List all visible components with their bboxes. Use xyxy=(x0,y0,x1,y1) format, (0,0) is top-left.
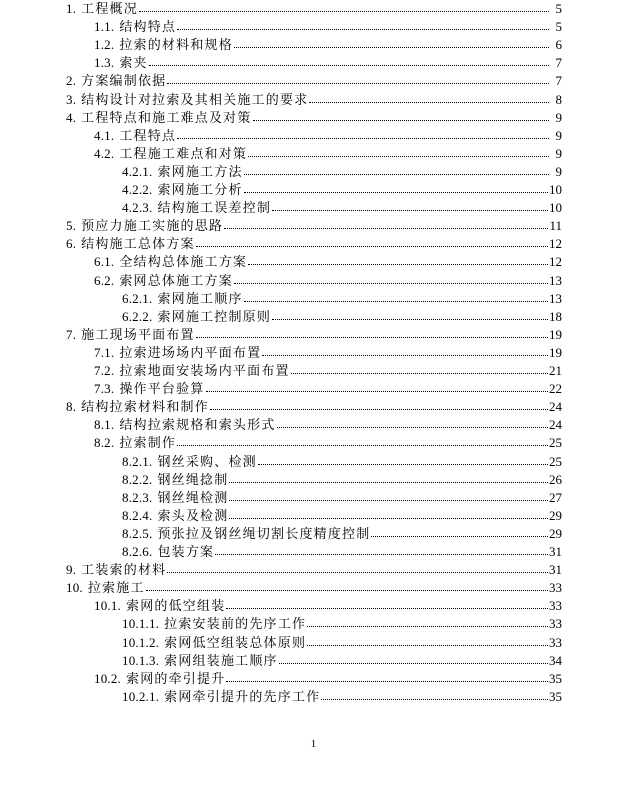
toc-leader-dots xyxy=(177,138,549,139)
toc-entry-page: 33 xyxy=(549,616,562,632)
toc-entry-page: 35 xyxy=(549,670,562,686)
toc-leader-dots xyxy=(167,572,548,573)
toc-entry-number: 7. xyxy=(66,326,77,342)
toc-entry[interactable] xyxy=(94,145,562,163)
toc-entry-number: 1.2. xyxy=(94,37,115,53)
toc-leader-dots xyxy=(371,536,548,537)
toc-entry-number: 2. xyxy=(66,73,77,89)
toc-entry[interactable] xyxy=(122,290,562,308)
toc-entry-number: 1.1. xyxy=(94,19,115,35)
toc-leader-dots xyxy=(234,47,549,48)
toc-entry[interactable] xyxy=(94,597,562,615)
toc-entry-title: 方案编制依据 xyxy=(81,73,167,89)
toc-entry-page: 31 xyxy=(549,544,562,559)
toc-entry-page: 29 xyxy=(549,507,562,523)
toc-entry[interactable] xyxy=(94,380,562,398)
toc-leader-dots xyxy=(210,409,548,410)
toc-leader-dots xyxy=(167,83,549,84)
toc-entry-page: 12 xyxy=(549,236,562,252)
toc-leader-dots xyxy=(307,645,548,646)
toc-entry-number: 8.1. xyxy=(94,417,115,433)
toc-entry[interactable] xyxy=(94,416,562,434)
toc-entry[interactable] xyxy=(66,109,562,127)
toc-entry-number: 6.2.1. xyxy=(122,290,153,306)
toc-entry-title: 索网低空组装总体原则 xyxy=(164,634,307,650)
toc-leader-dots xyxy=(229,500,548,501)
toc-entry-number: 8.2.3. xyxy=(122,489,153,505)
toc-leader-dots xyxy=(307,626,548,627)
toc-entry-number: 10.1. xyxy=(94,598,121,614)
toc-entry-title: 拉索施工 xyxy=(87,580,145,596)
toc-leader-dots xyxy=(291,373,548,374)
toc-entry-page: 5 xyxy=(555,19,562,35)
toc-entry-number: 7.3. xyxy=(94,381,115,397)
toc-entry-page: 7 xyxy=(555,73,562,89)
toc-entry[interactable] xyxy=(94,18,562,36)
toc-entry-page: 19 xyxy=(549,326,562,342)
toc-entry[interactable] xyxy=(122,615,562,633)
toc-entry-number: 9. xyxy=(66,562,77,578)
toc-entry[interactable] xyxy=(94,127,562,145)
toc-entry-number: 4.2.1. xyxy=(122,163,153,179)
toc-entry-page: 24 xyxy=(549,417,562,433)
toc-leader-dots xyxy=(272,210,548,211)
toc-entry-page: 33 xyxy=(549,580,562,596)
toc-entry-title: 拉索的材料和规格 xyxy=(119,37,233,53)
toc-entry-number: 6.2.2. xyxy=(122,308,153,324)
toc-entry-page: 6 xyxy=(555,37,562,53)
toc-entry-page: 9 xyxy=(555,109,562,125)
toc-entry-title: 拉索安装前的先序工作 xyxy=(164,616,307,632)
toc-leader-dots xyxy=(196,337,548,338)
toc-entry-page: 22 xyxy=(549,381,562,397)
toc-entry-title: 工程施工难点和对策 xyxy=(119,145,248,161)
toc-entry-page: 24 xyxy=(549,399,562,415)
toc-leader-dots xyxy=(321,699,548,700)
toc-entry[interactable] xyxy=(122,489,562,507)
toc-entry[interactable] xyxy=(122,688,562,706)
toc-entry-number: 10.1.2. xyxy=(122,634,160,650)
toc-entry-page: 29 xyxy=(549,525,562,541)
toc-entry[interactable] xyxy=(122,199,562,217)
toc-entry[interactable] xyxy=(94,36,562,54)
toc-entry-number: 8.2.1. xyxy=(122,453,153,469)
toc-entry-number: 3. xyxy=(66,91,77,107)
toc-entry-number: 8.2.2. xyxy=(122,471,153,487)
toc-entry-page: 9 xyxy=(555,145,562,161)
toc-leader-dots xyxy=(229,518,548,519)
toc-entry-title: 结构施工误差控制 xyxy=(157,200,272,216)
toc-leader-dots xyxy=(262,355,548,356)
toc-entry-number: 4. xyxy=(66,109,77,125)
toc-entry-page: 33 xyxy=(549,634,562,650)
toc-leader-dots xyxy=(196,246,548,247)
toc-entry-page: 13 xyxy=(549,272,562,288)
toc-entry-title: 索网的低空组装 xyxy=(126,598,226,614)
toc-leader-dots xyxy=(244,301,548,302)
page-number: 1 xyxy=(310,738,317,750)
toc-leader-dots xyxy=(229,482,548,483)
toc-entry-page: 8 xyxy=(555,91,562,107)
toc-entry-title: 索网组装施工顺序 xyxy=(164,652,278,668)
toc-entry-title: 施工现场平面布置 xyxy=(81,326,195,342)
toc-entry[interactable] xyxy=(66,561,562,579)
toc-entry-title: 索网施工分析 xyxy=(157,182,243,197)
toc-leader-dots xyxy=(177,445,548,446)
toc-entry-title: 结构施工总体方案 xyxy=(81,236,195,252)
toc-entry-title: 钢丝绳捻制 xyxy=(157,471,229,487)
toc-entry-page: 7 xyxy=(555,55,562,71)
toc-entry-title: 结构设计对拉索及其相关施工的要求 xyxy=(81,91,309,107)
toc-entry[interactable] xyxy=(94,253,562,271)
toc-entry-title: 包装方案 xyxy=(157,544,215,559)
toc-entry-page: 9 xyxy=(555,127,562,143)
toc-entry-number: 10.2. xyxy=(94,670,121,686)
toc-entry-number: 1. xyxy=(66,1,77,16)
toc-entry-number: 7.1. xyxy=(94,344,115,360)
toc-entry-title: 预张拉及钢丝绳切割长度精度控制 xyxy=(157,525,371,541)
toc-entry-number: 4.2. xyxy=(94,145,115,161)
toc-entry[interactable] xyxy=(122,471,562,489)
toc-entry-title: 预应力施工实施的思路 xyxy=(81,218,224,234)
toc-entry-title: 结构拉索材料和制作 xyxy=(81,399,209,415)
toc-entry-title: 全结构总体施工方案 xyxy=(119,254,248,270)
toc-entry[interactable] xyxy=(66,579,562,597)
toc-entry[interactable] xyxy=(122,507,562,525)
toc-entry-number: 10.1.3. xyxy=(122,652,160,668)
toc-entry-number: 10.1.1. xyxy=(122,616,160,632)
toc-leader-dots xyxy=(149,65,549,66)
toc-entry-title: 工程特点和施工难点及对策 xyxy=(81,109,252,125)
toc-leader-dots xyxy=(309,102,549,103)
toc-entry-page: 19 xyxy=(549,344,562,360)
toc-leader-dots xyxy=(146,590,548,591)
toc-entry[interactable] xyxy=(66,0,562,18)
toc-entry-page: 21 xyxy=(549,363,562,378)
toc-entry[interactable] xyxy=(66,326,562,344)
toc-entry[interactable] xyxy=(94,272,562,290)
toc-entry[interactable] xyxy=(66,217,562,235)
toc-entry[interactable] xyxy=(94,434,562,452)
toc-entry[interactable] xyxy=(122,525,562,543)
toc-leader-dots xyxy=(277,427,548,428)
toc-entry[interactable] xyxy=(122,181,562,199)
toc-leader-dots xyxy=(258,464,548,465)
toc-leader-dots xyxy=(272,319,548,320)
toc-entry-title: 索网施工控制原则 xyxy=(157,308,272,324)
toc-entry[interactable] xyxy=(94,344,562,362)
toc-entry-page: 31 xyxy=(549,562,562,578)
toc-entry-number: 6. xyxy=(66,236,77,252)
toc-entry-page: 10 xyxy=(549,200,562,216)
toc-entry-title: 工程特点 xyxy=(119,127,177,143)
toc-entry-title: 钢丝绳检测 xyxy=(157,489,229,505)
toc-entry-number: 8. xyxy=(66,399,77,415)
toc-entry-title: 工装索的材料 xyxy=(81,562,167,578)
toc-leader-dots xyxy=(244,192,548,193)
toc-entry-page: 26 xyxy=(549,471,562,487)
toc-entry-page: 18 xyxy=(549,308,562,324)
toc-leader-dots xyxy=(244,174,549,175)
toc-entry-title: 拉索制作 xyxy=(119,435,177,451)
toc-entry-title: 索网施工方法 xyxy=(157,163,243,179)
toc-leader-dots xyxy=(226,608,548,609)
toc-entry[interactable] xyxy=(94,670,562,688)
toc-entry-title: 索夹 xyxy=(119,55,148,71)
toc-entry-page: 25 xyxy=(549,453,562,469)
toc-entry-number: 4.1. xyxy=(94,127,115,143)
toc-entry-title: 索网总体施工方案 xyxy=(119,272,233,288)
toc-entry-title: 工程概况 xyxy=(81,1,138,16)
toc-entry[interactable] xyxy=(122,308,562,326)
toc-entry-page: 33 xyxy=(549,598,562,614)
toc-entry-title: 索网牵引提升的先序工作 xyxy=(164,688,321,704)
toc-entry[interactable] xyxy=(122,163,562,181)
toc-entry[interactable] xyxy=(66,72,562,90)
toc-entry-number: 4.2.2. xyxy=(122,182,153,197)
toc-entry-page: 11 xyxy=(549,218,562,234)
toc-entry-number: 5. xyxy=(66,218,77,234)
toc-entry-number: 8.2.5. xyxy=(122,525,153,541)
toc-entry-number: 6.1. xyxy=(94,254,115,270)
toc-entry-title: 操作平台验算 xyxy=(119,381,205,397)
toc-leader-dots xyxy=(248,156,549,157)
toc-entry-title: 拉索地面安装场内平面布置 xyxy=(119,363,290,378)
toc-entry[interactable] xyxy=(122,652,562,670)
toc-entry-number: 6.2. xyxy=(94,272,115,288)
toc-entry-title: 索头及检测 xyxy=(157,507,229,523)
toc-leader-dots xyxy=(139,11,549,12)
toc-entry-number: 8.2.6. xyxy=(122,544,153,559)
toc-entry-page: 9 xyxy=(555,163,562,179)
toc-entry[interactable] xyxy=(122,543,562,561)
toc-entry-page: 10 xyxy=(549,182,562,197)
toc-entry[interactable] xyxy=(66,235,562,253)
toc-entry-page: 12 xyxy=(549,254,562,270)
toc-entry-page: 27 xyxy=(549,489,562,505)
toc-entry[interactable] xyxy=(66,398,562,416)
toc-entry-title: 结构拉索规格和索头形式 xyxy=(119,417,276,433)
toc-leader-dots xyxy=(279,663,548,664)
toc-entry-number: 4.2.3. xyxy=(122,200,153,216)
toc-entry-number: 1.3. xyxy=(94,55,115,71)
toc-entry[interactable] xyxy=(94,54,562,72)
toc-entry-title: 索网施工顺序 xyxy=(157,290,243,306)
toc-entry-number: 7.2. xyxy=(94,363,115,378)
toc-entry[interactable] xyxy=(122,453,562,471)
toc-entry-number: 10.2.1. xyxy=(122,688,160,704)
toc-entry-page: 34 xyxy=(549,652,562,668)
toc-entry-title: 索网的牵引提升 xyxy=(126,670,226,686)
toc-entry[interactable] xyxy=(122,634,562,652)
toc-entry-page: 13 xyxy=(549,290,562,306)
toc-leader-dots xyxy=(224,228,548,229)
toc-entry-page: 35 xyxy=(549,688,562,704)
toc-entry-page: 5 xyxy=(555,1,562,16)
toc-leader-dots xyxy=(177,29,549,30)
toc-entry[interactable] xyxy=(66,91,562,109)
toc-leader-dots xyxy=(226,681,548,682)
toc-leader-dots xyxy=(215,554,548,555)
toc-entry-number: 8.2. xyxy=(94,435,115,451)
toc-entry-title: 结构特点 xyxy=(119,19,177,35)
toc-leader-dots xyxy=(234,283,548,284)
toc-entry-number: 8.2.4. xyxy=(122,507,153,523)
toc-entry-title: 钢丝采购、检测 xyxy=(157,453,257,469)
toc-leader-dots xyxy=(206,391,548,392)
toc-entry[interactable] xyxy=(94,362,562,380)
toc-leader-dots xyxy=(253,120,549,121)
toc-entry-number: 10. xyxy=(66,580,83,596)
toc-entry-page: 25 xyxy=(549,435,562,451)
toc-entry-title: 拉索进场场内平面布置 xyxy=(119,344,262,360)
toc-leader-dots xyxy=(248,264,548,265)
